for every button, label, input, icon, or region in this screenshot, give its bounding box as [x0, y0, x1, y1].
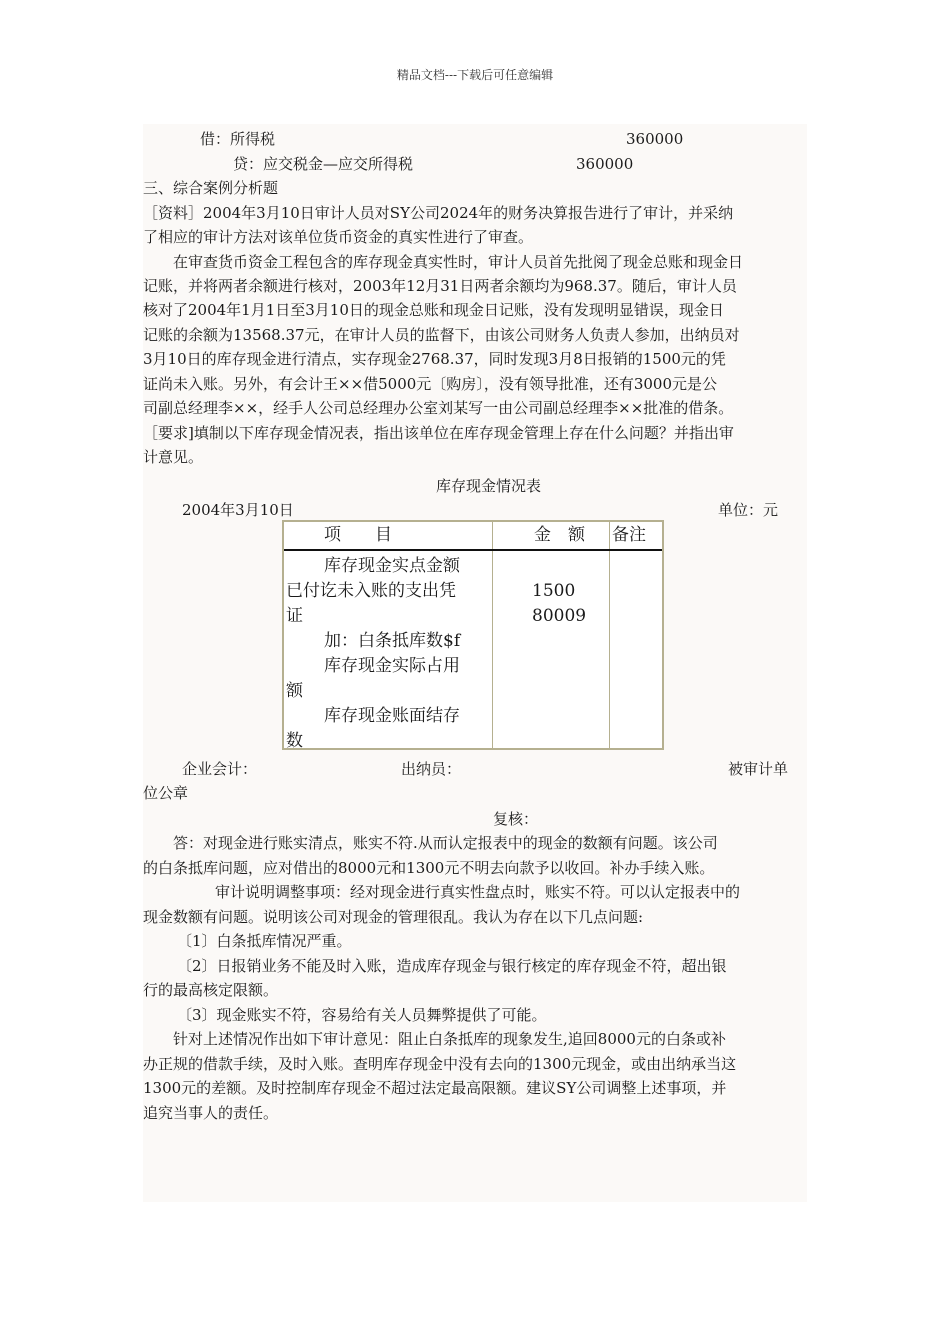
table-item: 额 [286, 681, 303, 701]
issue-item: 〔3〕现金账实不符，容易给有关人员舞弊提供了可能。 [177, 1006, 547, 1024]
table-unit: 单位：元 [718, 501, 779, 519]
material-line: 司副总经理李××，经手人公司总经理办公室刘某写一由公司副总经理李××批准的借条。 [143, 399, 734, 417]
table-item: 库存现金实际占用 [324, 656, 460, 676]
col-header-note: 备注 [612, 525, 646, 545]
table-divider [609, 522, 610, 748]
material-line: ［资料］2004年3月10日审计人员对SY公司2024年的财务决算报告进行了审计，并采纳 [143, 204, 734, 222]
answer-line: 现金数额有问题。说明该公司对现金的管理很乱。我认为存在以下几点问题: [143, 908, 644, 926]
opinion-line: 针对上述情况作出如下审计意见：阻止白条抵库的现象发生,追回8000元的白条或补 [173, 1030, 726, 1048]
signature-seal-cont: 位公章 [143, 784, 189, 802]
table-amount: 80009 [532, 606, 587, 626]
opinion-line: 追究当事人的责任。 [143, 1104, 279, 1122]
material-line: 在审查货币资金工程包含的库存现金真实性时，审计人员首先批阅了现金总账和现金日 [173, 253, 744, 271]
material-line: 了相应的审计方法对该单位货币资金的真实性进行了审查。 [143, 228, 534, 246]
table-item: 数 [286, 731, 303, 751]
table-amount: 1500 [532, 581, 576, 601]
header-rule [284, 549, 662, 551]
table-title: 库存现金情况表 [436, 477, 542, 495]
issue-item: 〔2〕日报销业务不能及时入账，造成库存现金与银行核定的库存现金不符，超出银 [177, 957, 727, 975]
material-line: 核对了2004年1月1日至3月10日的现金总账和现金日记账，没有发现明显错误，现金日 [143, 301, 724, 319]
issue-item: 〔1〕白条抵库情况严重。 [177, 932, 352, 950]
answer-line: 审计说明调整事项：经对现金进行真实性盘点时，账实不符。可以认定报表中的 [215, 883, 741, 901]
answer-line: 的白条抵库问题，应对借出的8000元和1300元不明去向款予以收回。补办手续入账。 [143, 859, 715, 877]
signature-review: 复核： [493, 810, 539, 828]
material-line: 记账的余额为13568.37元，在审计人员的监督下，由该公司财务人负责人参加，出纳员对 [143, 326, 740, 344]
journal-debit-amount: 360000 [626, 130, 684, 148]
requirement-line: ［要求]填制以下库存现金情况表，指出该单位在库存现金管理上存在什么问题？并指出审 [143, 424, 734, 442]
section-heading: 三、综合案例分析题 [143, 179, 279, 197]
signature-seal: 被审计单 [728, 760, 789, 778]
col-header-item: 项 目 [324, 525, 392, 545]
table-item: 证 [286, 606, 303, 626]
material-line: 3月10日的库存现金进行清点，实存现金2768.37，同时发现3月8日报销的1500元的凭 [143, 350, 726, 368]
journal-debit: 借：所得税 [200, 130, 276, 148]
table-item: 库存现金实点金额 [324, 556, 460, 576]
table-date: 2004年3月10日 [182, 501, 294, 519]
issue-item: 行的最高核定限额。 [143, 981, 279, 999]
cash-status-table [282, 520, 664, 750]
table-item: 加：白条抵库数$f [324, 631, 461, 651]
opinion-line: 办正规的借款手续，及时入账。查明库存现金中没有去向的1300元现金，或由出纳承当这 [143, 1055, 737, 1073]
answer-line: 答：对现金进行账实清点，账实不符.从而认定报表中的现金的数额有问题。该公司 [173, 834, 718, 852]
material-line: 证尚未入账。另外，有会计王××借5000元〔购房〕，没有领导批准，还有3000元是公 [143, 375, 717, 393]
table-item: 已付讫未入账的支出凭 [286, 581, 456, 601]
col-header-amount: 金 额 [534, 525, 585, 545]
material-line: 记账，并将两者余额进行核对，2003年12月31日两者余额均为968.37。随后，审计人员 [143, 277, 737, 295]
page-header: 精品文档---下载后可任意编辑 [396, 68, 554, 82]
journal-credit: 贷：应交税金—应交所得税 [233, 155, 414, 173]
document-body [143, 124, 807, 1202]
signature-cashier: 出纳员： [401, 760, 462, 778]
opinion-line: 1300元的差额。及时控制库存现金不超过法定最高限额。建议SY公司调整上述事项，并 [143, 1079, 727, 1097]
table-item: 库存现金账面结存 [324, 706, 460, 726]
journal-credit-amount: 360000 [576, 155, 634, 173]
table-divider [492, 522, 493, 748]
requirement-line: 计意见。 [143, 448, 204, 466]
signature-accountant: 企业会计： [182, 760, 258, 778]
